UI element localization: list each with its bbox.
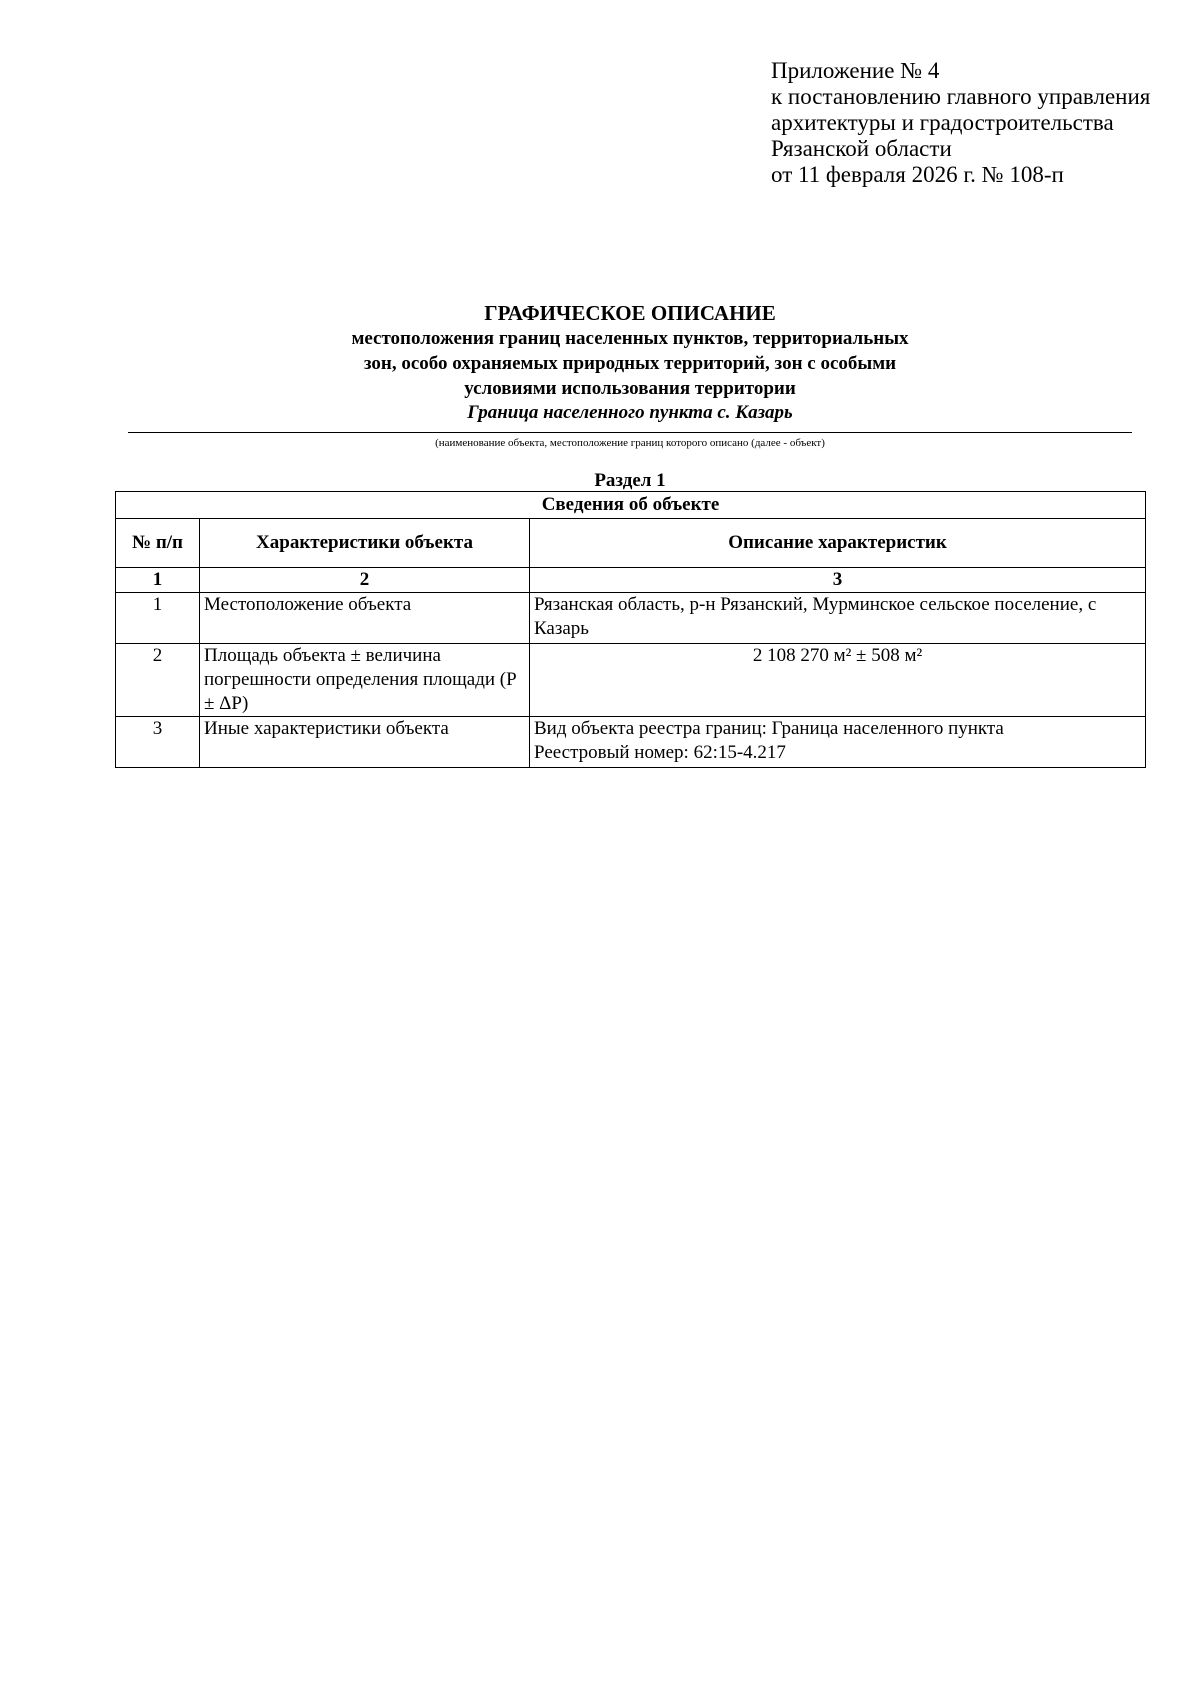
document-subtitle-line: условиями использования территории (464, 378, 796, 399)
table-row (116, 717, 1146, 768)
row-description-line: 2 108 270 м² ± 508 м² (752, 645, 923, 666)
table-row (116, 644, 1146, 717)
section-title: Раздел 1 (594, 470, 666, 491)
object-name: Граница населенного пункта с. Казарь (467, 402, 793, 423)
object-info-table (115, 491, 1146, 768)
row-description-line: Вид объекта реестра границ: Граница населенного пункта (534, 718, 1004, 739)
column-number: 1 (116, 568, 200, 593)
column-number: 2 (200, 568, 530, 593)
row-description-line: Рязанская область, р-н Рязанский, Мурминское сельское поселение, с Казарь (534, 594, 1097, 639)
object-name-underline (128, 432, 1132, 433)
row-description (530, 717, 1146, 768)
object-name-caption: (наименование объекта, местоположение границ которого описано (далее - объект) (435, 437, 825, 449)
row-number: 1 (116, 593, 200, 644)
appendix-block (771, 58, 1191, 188)
appendix-line: Рязанской области (771, 136, 952, 161)
document-title: ГРАФИЧЕСКОЕ ОПИСАНИЕ (484, 301, 776, 325)
row-description-line: Реестровый номер: 62:15-4.217 (534, 742, 786, 763)
appendix-line: к постановлению главного управления (771, 84, 1151, 109)
document-subtitle-line: местоположения границ населенных пунктов, территориальных (351, 328, 909, 349)
table-caption-row (116, 492, 1146, 519)
row-number: 2 (116, 644, 200, 717)
row-description (530, 593, 1146, 644)
row-characteristic: Местоположение объекта (200, 593, 530, 644)
row-description (530, 644, 1146, 717)
row-characteristic: Площадь объекта ± величина погрешности определения площади (P ± ΔP) (200, 644, 530, 717)
table-header-row (116, 519, 1146, 568)
appendix-line: Приложение № 4 (771, 58, 940, 83)
appendix-line: от 11 февраля 2026 г. № 108-п (771, 162, 1064, 187)
appendix-line: архитектуры и градостроительства (771, 110, 1114, 135)
title-block (120, 300, 1140, 425)
column-number: 3 (530, 568, 1146, 593)
column-header-characteristic: Характеристики объекта (200, 519, 530, 568)
column-header-description: Описание характеристик (530, 519, 1146, 568)
column-number-row (116, 568, 1146, 593)
row-number: 3 (116, 717, 200, 768)
table-row (116, 593, 1146, 644)
column-header-number: № п/п (116, 519, 200, 568)
document-subtitle-line: зон, особо охраняемых природных территорий, зон с особыми (363, 353, 897, 374)
row-characteristic: Иные характеристики объекта (200, 717, 530, 768)
table-caption: Сведения об объекте (116, 492, 1146, 519)
